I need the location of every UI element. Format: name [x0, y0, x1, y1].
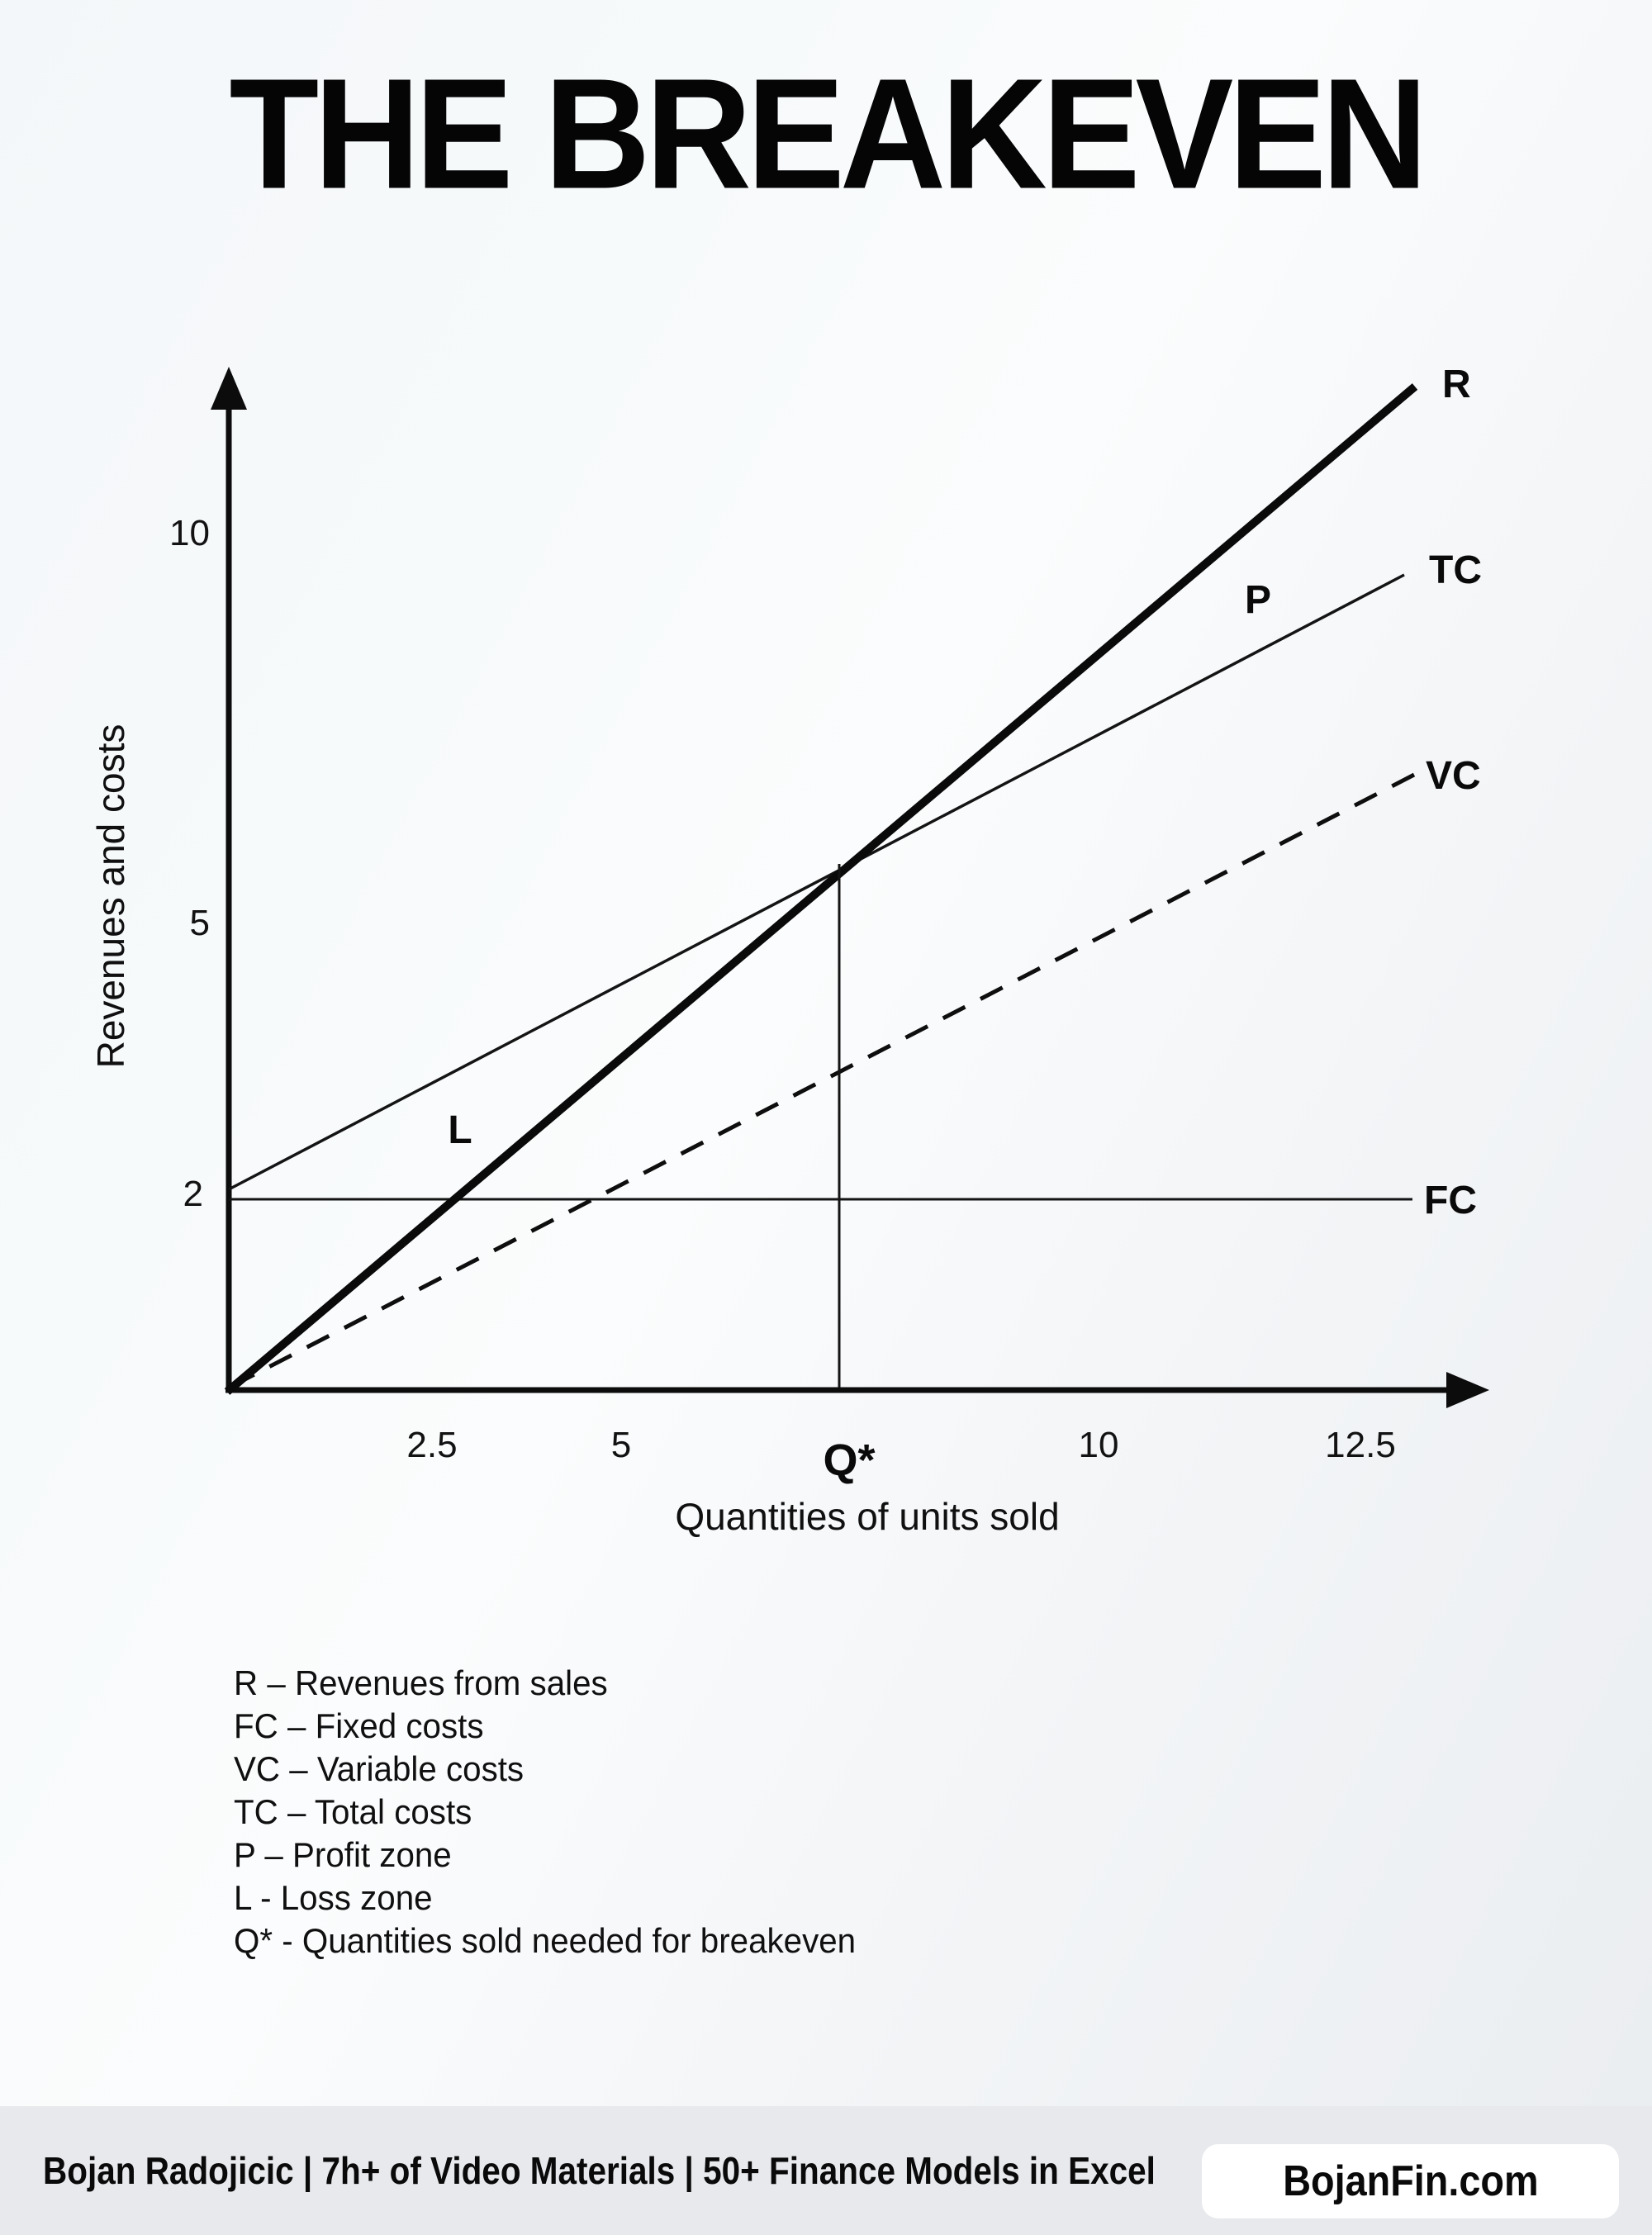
- brand-badge[interactable]: [1202, 2144, 1619, 2218]
- total-costs-line-label: TC: [1429, 548, 1482, 592]
- loss-zone-label: L: [448, 1108, 472, 1152]
- brand-badge-label: BojanFin.com: [1282, 2157, 1539, 2205]
- legend-item-revenue: R – Revenues from sales: [234, 1663, 608, 1702]
- x-tick-2-5: 2.5: [406, 1425, 458, 1465]
- chart-legend: [234, 1662, 856, 1962]
- legend-item-fixed-costs: FC – Fixed costs: [234, 1706, 484, 1745]
- x-tick-10: 10: [1078, 1425, 1119, 1465]
- footer-credit-text: Bojan Radojicic | 7h+ of Video Materials | 50+ Finance Models in Excel: [43, 2149, 1156, 2192]
- x-axis-title: Quantities of units sold: [675, 1495, 1060, 1538]
- y-axis-title: Revenues and costs: [89, 724, 132, 1069]
- y-tick-5: 5: [189, 903, 210, 943]
- variable-costs-line-label: VC: [1426, 754, 1481, 798]
- x-tick-12-5: 12.5: [1325, 1425, 1396, 1465]
- revenue-line-label: R: [1442, 363, 1471, 406]
- profit-zone-label: P: [1244, 578, 1272, 622]
- y-axis-arrow-icon: [211, 367, 247, 410]
- legend-item-variable-costs: VC – Variable costs: [234, 1749, 525, 1788]
- footer-bar: [0, 2106, 1652, 2235]
- x-axis-arrow-icon: [1446, 1372, 1489, 1408]
- x-tick-5: 5: [610, 1425, 632, 1465]
- legend-item-loss-zone: L - Loss zone: [234, 1878, 433, 1917]
- variable-costs-line: [232, 775, 1414, 1386]
- fixed-costs-line-label: FC: [1424, 1179, 1477, 1222]
- y-tick-2: 2: [183, 1174, 203, 1214]
- revenue-line: [227, 387, 1415, 1392]
- total-costs-line: [229, 575, 1404, 1189]
- y-tick-10: 10: [169, 513, 210, 553]
- legend-item-total-costs: TC – Total costs: [234, 1792, 472, 1831]
- x-tick-breakeven-q: Q*: [823, 1435, 876, 1485]
- page-title: THE BREAKEVEN: [229, 45, 1423, 222]
- legend-item-breakeven-q: Q* - Quantities sold needed for breakeven: [234, 1921, 857, 1960]
- legend-item-profit-zone: P – Profit zone: [234, 1835, 452, 1874]
